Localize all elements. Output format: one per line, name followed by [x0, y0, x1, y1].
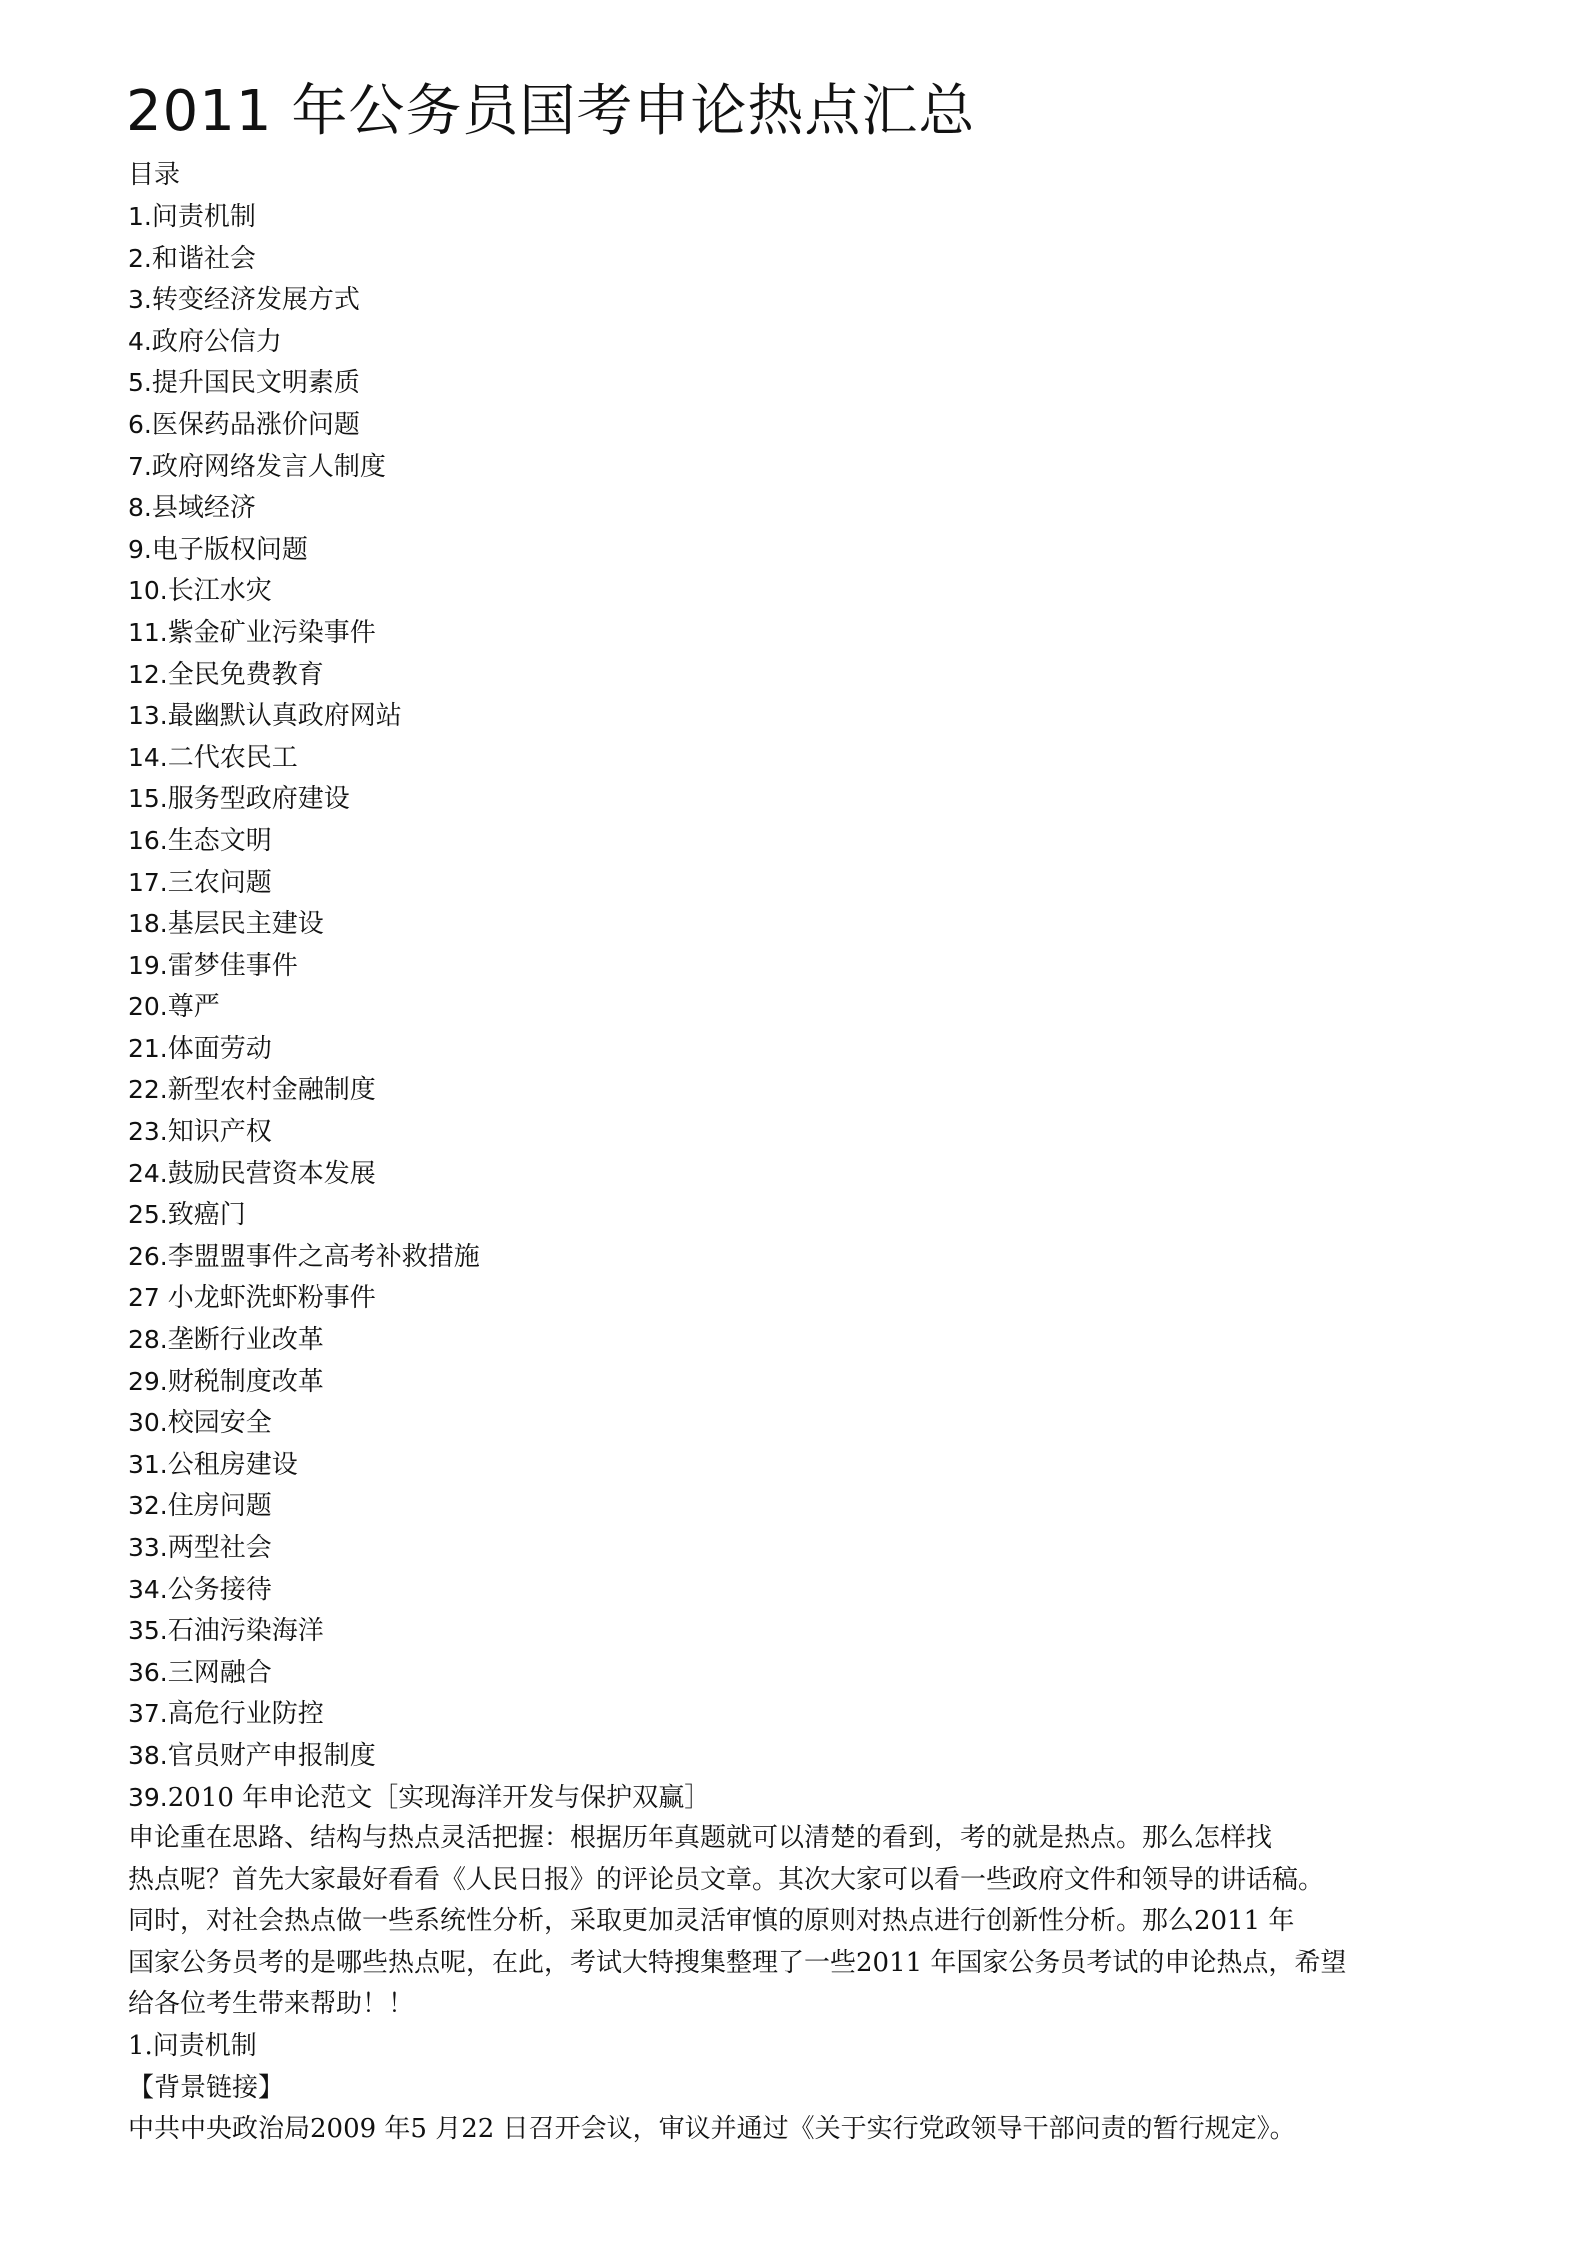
document-title: 2011 年公务员国考申论热点汇总: [126, 79, 976, 144]
toc-item-label: 基层民主建设: [167, 909, 324, 940]
toc-item: [128, 1485, 710, 1527]
toc-item-label: 两型社会: [167, 1533, 272, 1563]
toc-item-label: 公务接待: [167, 1574, 272, 1605]
toc-item-label: 转变经济发展方式: [151, 285, 360, 316]
toc-item-label: 鼓励民营资本发展: [167, 1158, 376, 1189]
toc-item-number: 2.: [128, 243, 152, 273]
toc-item-label: 财税制度改革: [167, 1366, 324, 1397]
toc-item: [128, 1111, 710, 1153]
toc-item-label: 公租房建设: [167, 1449, 298, 1480]
toc-item-number: 24.: [128, 1158, 168, 1188]
toc-item-number: 31.: [128, 1449, 168, 1479]
toc-item: [128, 1444, 710, 1486]
section-body: 中共中央政治局2009 年5 月22 日召开会议，审议并通过《关于实行党政领导干部问责的暂行规定》。: [128, 2114, 1296, 2145]
intro-line: 申论重在思路、结构与热点灵活把握：根据历年真题就可以清楚的看到，考的就是热点。那么怎样找: [128, 1823, 1273, 1853]
toc-item-number: 39.: [128, 1782, 168, 1812]
toc-item-number: 32.: [128, 1491, 168, 1521]
toc-item: [128, 1069, 710, 1111]
toc-item-label: 垄断行业改革: [167, 1325, 324, 1356]
toc-item: [128, 321, 710, 363]
toc-item: [128, 279, 710, 321]
toc-item-label: 李盟盟事件之高考补救措施: [167, 1241, 480, 1272]
toc-item-number: 30.: [128, 1408, 168, 1438]
toc-item-number: 34.: [128, 1574, 168, 1604]
toc-item: [128, 570, 710, 612]
toc-item-label: 小龙虾洗虾粉事件: [167, 1283, 376, 1314]
intro-line: 热点呢？首先大家最好看看《人民日报》的评论员文章。其次大家可以看一些政府文件和领导的讲话稿。: [128, 1864, 1325, 1895]
toc-item-number: 3.: [128, 285, 152, 315]
toc-item-number: 8.: [128, 493, 152, 523]
toc-item: [128, 1236, 710, 1278]
toc-item: [128, 695, 710, 737]
toc-item: [128, 404, 710, 446]
toc-item-label: 提升国民文明素质: [151, 368, 360, 399]
intro-line: 给各位考生带来帮助！！: [128, 1989, 415, 2020]
toc-item-label: 高危行业防控: [167, 1699, 324, 1730]
toc-item-number: 22.: [128, 1075, 168, 1105]
toc-item-number: 5.: [128, 368, 152, 398]
toc-item: [128, 820, 710, 862]
toc-item: [128, 986, 710, 1028]
toc-item-label: 服务型政府建设: [167, 784, 350, 815]
toc-item-label: 二代农民工: [167, 742, 298, 773]
toc-item: [128, 1735, 710, 1777]
toc-item-label: 体面劳动: [167, 1033, 272, 1064]
toc-item-number: 36.: [128, 1657, 168, 1687]
toc-item-number: 17.: [128, 867, 168, 897]
toc-item-label: 长江水灾: [167, 576, 272, 607]
toc-item-label: 新型农村金融制度: [167, 1075, 376, 1106]
toc-item-label: 致癌门: [167, 1200, 246, 1231]
toc-item: [128, 196, 710, 238]
toc-item-number: 7.: [128, 451, 152, 481]
toc-item-number: 15.: [128, 784, 168, 814]
section-subheading: 【背景链接】: [128, 2072, 285, 2103]
toc-item-number: 23.: [128, 1117, 168, 1147]
toc-item-label: 三农问题: [167, 867, 272, 898]
toc-item-label: 官员财产申报制度: [167, 1740, 376, 1771]
toc-item: [128, 612, 710, 654]
toc-item: [128, 1610, 710, 1652]
toc-item: [128, 945, 710, 987]
toc-item: [128, 1569, 710, 1611]
toc-item: [128, 529, 710, 571]
toc-item: [128, 238, 710, 280]
toc-item-label: 政府公信力: [151, 326, 282, 357]
toc-item: [128, 362, 710, 404]
toc-item-number: 4.: [128, 326, 152, 356]
toc-item-number: 16.: [128, 825, 168, 855]
toc-item: [128, 1194, 710, 1236]
toc-item-label: 最幽默认真政府网站: [167, 701, 402, 732]
toc-item-number: 25.: [128, 1200, 168, 1230]
table-of-contents: [128, 196, 710, 1818]
toc-item-label: 雷梦佳事件: [167, 950, 298, 981]
toc-item-number: 20.: [128, 992, 168, 1022]
toc-item: [128, 778, 710, 820]
toc-item-number: 37.: [128, 1699, 168, 1729]
toc-item-label: 2010 年申论范文［实现海洋开发与保护双赢］: [167, 1782, 711, 1813]
toc-item-number: 12.: [128, 659, 168, 689]
toc-item: [128, 1527, 710, 1569]
toc-item-number: 11.: [128, 617, 168, 647]
toc-item-label: 紫金矿业污染事件: [167, 617, 376, 648]
toc-item-label: 政府网络发言人制度: [151, 451, 386, 482]
toc-item-number: 14.: [128, 742, 168, 772]
toc-item-number: 10.: [128, 576, 168, 606]
toc-item: [128, 1277, 710, 1319]
toc-item-number: 9.: [128, 534, 152, 564]
toc-item: [128, 737, 710, 779]
toc-item: [128, 446, 710, 488]
toc-item-number: 28.: [128, 1325, 168, 1355]
toc-item: [128, 1028, 710, 1070]
intro-line: 国家公务员考的是哪些热点呢，在此，考试大特搜集整理了一些2011 年国家公务员考试的申论热点，希望: [128, 1947, 1347, 1978]
toc-item-label: 和谐社会: [151, 243, 256, 274]
toc-item-number: 26.: [128, 1241, 168, 1271]
intro-paragraph: [128, 1818, 1458, 2026]
section-accountability: [128, 2026, 1458, 2151]
toc-item: [128, 487, 710, 529]
toc-item-label: 医保药品涨价问题: [151, 409, 360, 440]
toc-item-label: 全民免费教育: [167, 659, 324, 690]
toc-item-number: 38.: [128, 1740, 168, 1770]
toc-item: [128, 862, 710, 904]
toc-item-label: 三网融合: [167, 1657, 272, 1688]
toc-item-number: 1.: [128, 202, 152, 231]
intro-line: 同时，对社会热点做一些系统性分析，采取更加灵活审慎的原则对热点进行创新性分析。那么2011 年: [128, 1906, 1295, 1937]
toc-item-number: 27: [128, 1283, 168, 1313]
toc-item: [128, 1361, 710, 1403]
toc-item: [128, 1402, 710, 1444]
toc-item: [128, 1652, 710, 1694]
toc-item-number: 19.: [128, 950, 168, 980]
toc-item-number: 18.: [128, 909, 168, 939]
toc-item: [128, 654, 710, 696]
toc-item-label: 石油污染海洋: [167, 1616, 324, 1647]
toc-item-number: 29.: [128, 1366, 168, 1396]
toc-item: [128, 1153, 710, 1195]
toc-heading: 目录: [128, 160, 181, 190]
toc-item-number: 21.: [128, 1033, 168, 1063]
toc-item-label: 知识产权: [167, 1117, 272, 1148]
toc-item-number: 33.: [128, 1533, 168, 1562]
toc-item-label: 县域经济: [151, 493, 256, 524]
toc-item-label: 尊严: [167, 992, 220, 1023]
section-heading: 1.问责机制: [128, 2031, 257, 2061]
toc-item-label: 校园安全: [167, 1408, 272, 1439]
toc-item-number: 35.: [128, 1616, 168, 1646]
toc-item-number: 13.: [128, 701, 168, 731]
toc-item: [128, 1693, 710, 1735]
toc-item: [128, 903, 710, 945]
toc-item-label: 电子版权问题: [151, 534, 308, 565]
toc-item: [128, 1319, 710, 1361]
toc-item-number: 6.: [128, 409, 152, 439]
toc-item-label: 住房问题: [167, 1491, 272, 1522]
toc-item: [128, 1777, 710, 1819]
toc-item-label: 生态文明: [167, 825, 272, 856]
toc-item-label: 问责机制: [151, 202, 256, 232]
